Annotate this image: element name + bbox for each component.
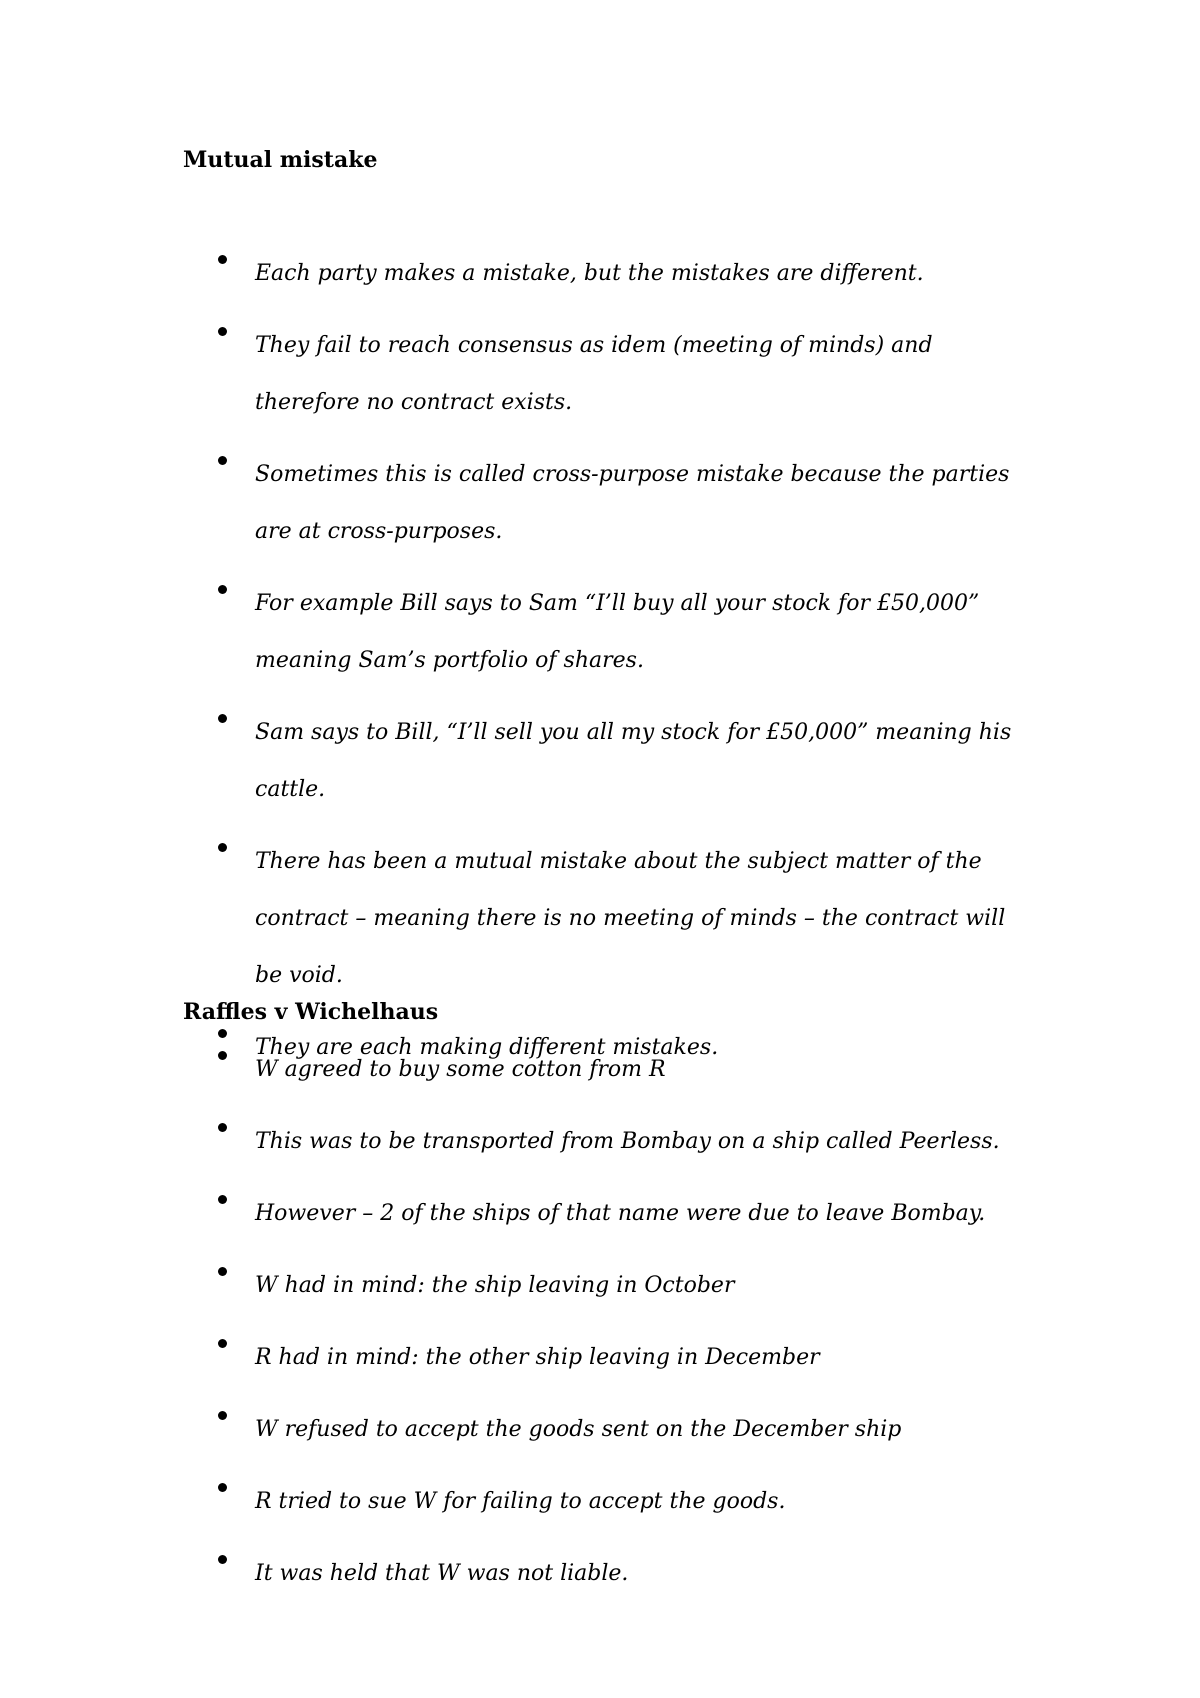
list-item-text: This was to be transported from Bombay on a ship called Peerless. <box>255 1129 1000 1154</box>
list-item <box>0 446 1025 560</box>
list-item-text: For example Bill says to Sam “I’ll buy all your stock for £50,000” meaning Sam’s portfolio of shares. <box>255 591 980 673</box>
list-item-text: Sometimes this is called cross-purpose mistake because the parties are at cross-purposes. <box>255 462 1010 544</box>
list-item-text: Sam says to Bill, “I’ll sell you all my stock for £50,000” meaning his cattle. <box>255 720 1012 802</box>
list-item-text: R tried to sue W for failing to accept the goods. <box>255 1489 786 1514</box>
list-item-text: W agreed to buy some cotton from R <box>255 1057 666 1082</box>
list-item <box>0 575 1025 689</box>
bullet-icon <box>218 1123 227 1132</box>
bullet-icon <box>218 1339 227 1348</box>
section-heading-mutual-mistake: Mutual mistake <box>183 147 378 173</box>
list-item-text: It was held that W was not liable. <box>255 1561 629 1586</box>
bullet-icon <box>218 1195 227 1204</box>
list-item <box>0 245 1025 302</box>
list-item <box>0 1329 1025 1386</box>
list-item <box>0 1473 1025 1530</box>
list-item <box>0 833 1025 1004</box>
list-item-text: W had in mind: the ship leaving in October <box>255 1273 735 1298</box>
list-item-text: W refused to accept the goods sent on the December ship <box>255 1417 902 1442</box>
list-item-text: They are each making different mistakes. <box>255 1035 719 1060</box>
list-item <box>0 317 1025 431</box>
list-item-text: However – 2 of the ships of that name were due to leave Bombay. <box>255 1201 986 1226</box>
bullet-icon <box>218 585 227 594</box>
bullet-icon <box>218 1555 227 1564</box>
list-item-text: There has been a mutual mistake about the subject matter of the contract – meaning there is no meeting of minds – the contract will be void. <box>255 849 1006 988</box>
list-item <box>0 1545 1025 1602</box>
list-item-text: They fail to reach consensus as idem (meeting of minds) and therefore no contract exists. <box>255 333 933 415</box>
bullet-icon <box>218 456 227 465</box>
section-heading-raffles-v-wichelhaus: Raffles v Wichelhaus <box>183 999 439 1025</box>
list-item-text: Each party makes a mistake, but the mistakes are different. <box>255 261 924 286</box>
bullet-icon <box>218 1051 227 1060</box>
bullet-list-mutual-mistake <box>0 259 1025 1105</box>
list-item <box>0 1113 1025 1170</box>
bullet-icon <box>218 1267 227 1276</box>
list-item-text: R had in mind: the other ship leaving in December <box>255 1345 820 1370</box>
list-item <box>0 704 1025 818</box>
bullet-icon <box>218 255 227 264</box>
bullet-icon <box>218 843 227 852</box>
list-item <box>0 1401 1025 1458</box>
bullet-icon <box>218 714 227 723</box>
list-item <box>0 1041 1025 1098</box>
list-item <box>0 1257 1025 1314</box>
list-item <box>0 1185 1025 1242</box>
bullet-icon <box>218 327 227 336</box>
bullet-icon <box>218 1029 227 1038</box>
bullet-icon <box>218 1411 227 1420</box>
bullet-list-raffles-v-wichelhaus <box>0 1055 1025 1631</box>
bullet-icon <box>218 1483 227 1492</box>
